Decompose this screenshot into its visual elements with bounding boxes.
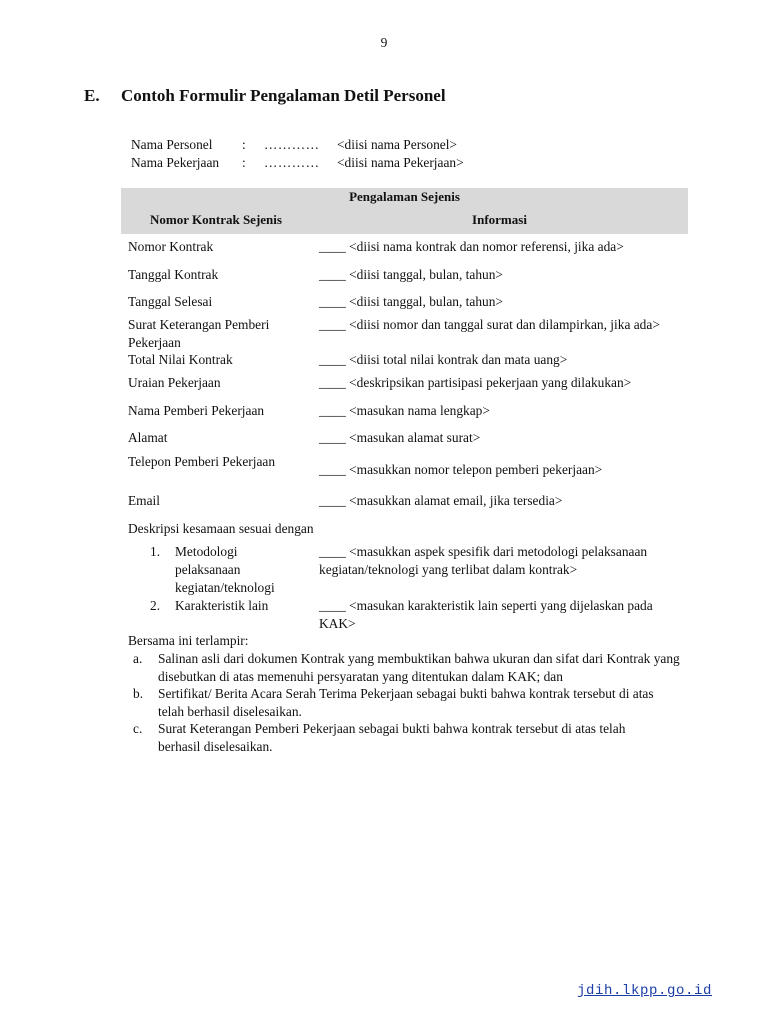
attachment-text: Sertifikat/ Berita Acara Serah Terima Pekerjaan sebagai bukti bahwa kontrak tersebut di atas telah berhasil diselesaikan. (158, 686, 654, 719)
row-label: Email (128, 493, 160, 508)
row-label: Alamat (128, 430, 168, 445)
table-col2-header: Informasi (472, 212, 527, 227)
section-title: Contoh Formulir Pengalaman Detil Personel (121, 86, 446, 105)
item-label: Karakteristik lain (175, 598, 269, 613)
attachment-letter: c. (133, 721, 143, 736)
row-label: Tanggal Selesai (128, 294, 213, 309)
description-label: Deskripsi kesamaan sesuai dengan (128, 521, 314, 536)
field-colon: : (242, 155, 246, 170)
attachment-text: Surat Keterangan Pemberi Pekerjaan sebagai bukti bahwa kontrak tersebut di atas telah berhasil diselesaikan. (158, 721, 626, 754)
item-label: Metodologi pelaksanaan kegiatan/teknologi (175, 544, 275, 595)
row-value: ____ <masukan alamat surat> (319, 430, 481, 445)
row-label: Telepon Pemberi Pekerjaan (128, 454, 276, 469)
attachments-intro: Bersama ini terlampir: (128, 633, 249, 648)
attachment-text: Salinan asli dari dokumen Kontrak yang membuktikan bahwa ukuran dan sifat dari Kontrak yang disebutkan di atas memenuhi persyaratan yang ditentukan dalam KAK; dan (158, 651, 680, 684)
item-number: 2. (150, 598, 161, 613)
field-dots: ………… (264, 155, 320, 170)
field-label: Nama Pekerjaan (131, 155, 220, 170)
row-value: ____ <masukkan alamat email, jika tersedia> (319, 493, 563, 508)
field-dots: ………… (264, 137, 320, 152)
row-value: ____ <diisi nama kontrak dan nomor referensi, jika ada> (319, 239, 624, 254)
attachment-letter: b. (133, 686, 144, 701)
item-number: 1. (150, 544, 161, 559)
row-value: ____ <diisi nomor dan tanggal surat dan dilampirkan, jika ada> (319, 317, 660, 332)
row-label: Surat Keterangan Pemberi Pekerjaan (128, 317, 270, 350)
row-value: ____ <masukkan nomor telepon pemberi pekerjaan> (319, 462, 603, 477)
row-label: Tanggal Kontrak (128, 267, 219, 282)
section-letter: E. (84, 86, 100, 105)
item-value: ____ <masukkan aspek spesifik dari metodologi pelaksanaan kegiatan/teknologi yang terlibat dalam kontrak> (319, 544, 648, 577)
row-label: Uraian Pekerjaan (128, 375, 221, 390)
table-col1-header: Nomor Kontrak Sejenis (150, 212, 282, 227)
field-label: Nama Personel (131, 137, 213, 152)
field-value: <diisi nama Personel> (337, 137, 457, 152)
row-value: ____ <diisi tanggal, bulan, tahun> (319, 294, 503, 309)
row-value: ____ <masukan nama lengkap> (319, 403, 490, 418)
table-group-header: Pengalaman Sejenis (349, 189, 460, 204)
attachment-letter: a. (133, 651, 143, 666)
row-value: ____ <deskripsikan partisipasi pekerjaan yang dilakukan> (319, 375, 632, 390)
row-label: Nomor Kontrak (128, 239, 214, 254)
row-value: ____ <diisi total nilai kontrak dan mata uang> (319, 352, 568, 367)
page-number: 9 (380, 35, 388, 50)
footer-link[interactable]: jdih.lkpp.go.id (576, 983, 712, 999)
item-value: ____ <masukan karakteristik lain seperti yang dijelaskan pada KAK> (319, 598, 653, 631)
row-label: Nama Pemberi Pekerjaan (128, 403, 265, 418)
field-value: <diisi nama Pekerjaan> (337, 155, 464, 170)
row-value: ____ <diisi tanggal, bulan, tahun> (319, 267, 503, 282)
row-label: Total Nilai Kontrak (128, 352, 233, 367)
field-colon: : (242, 137, 246, 152)
